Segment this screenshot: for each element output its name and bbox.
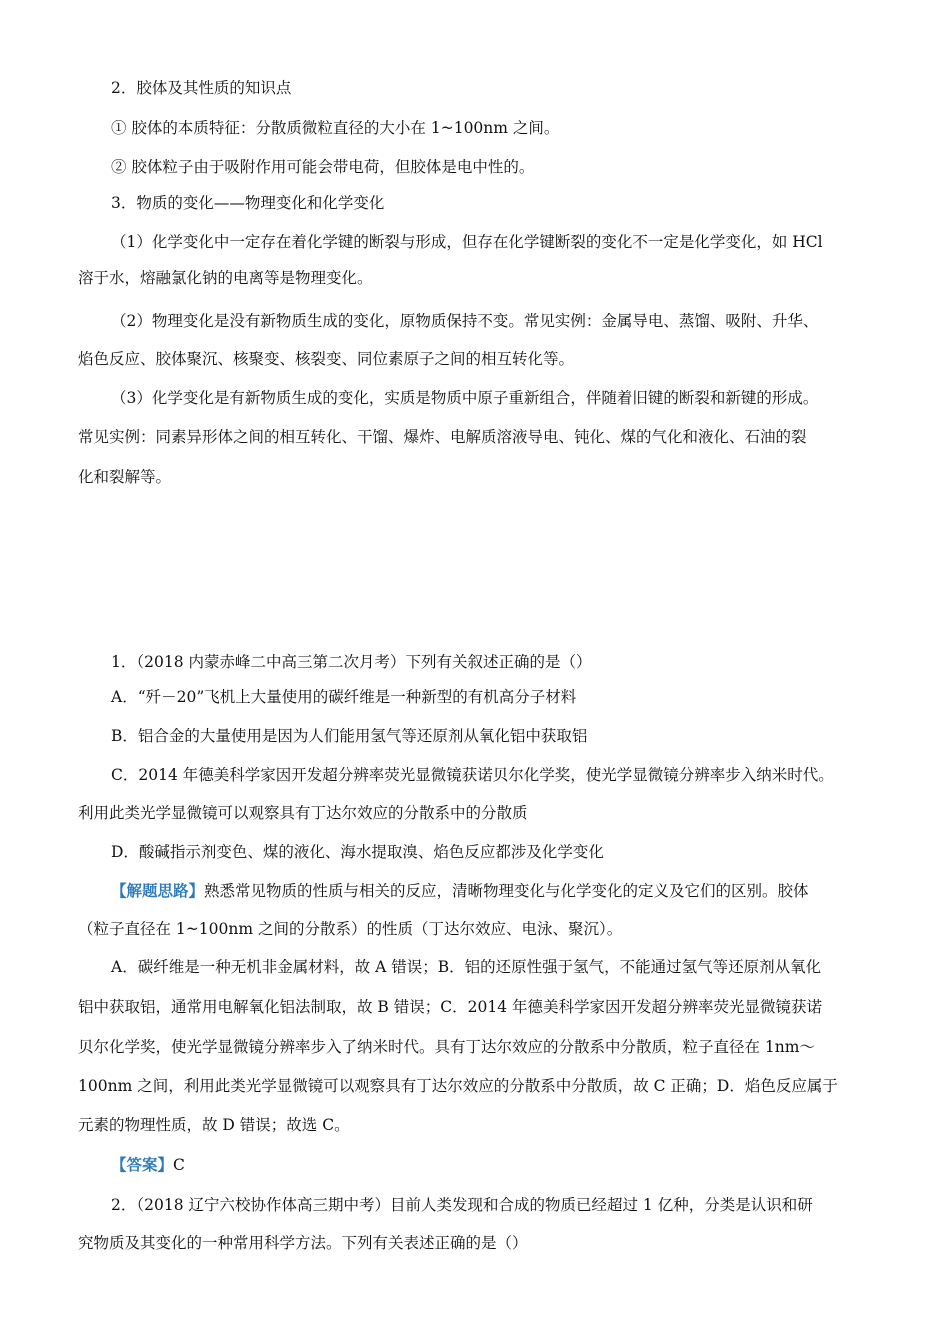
q1-analysis-line-3: 贝尔化学奖，使光学显微镜分辨率步入了纳米时代。具有丁达尔效应的分散系中分散质，粒子直径在 1nm～ bbox=[78, 1038, 815, 1056]
colloid-heading: 2．胶体及其性质的知识点 bbox=[111, 79, 292, 97]
q2-stem-line-1: 2．（2018 辽宁六校协作体高三期中考）目前人类发现和合成的物质已经超过 1 亿种，分类是认识和研 bbox=[111, 1196, 813, 1214]
colloid-point-1: ① 胶体的本质特征：分散质微粒直径的大小在 1~100nm 之间。 bbox=[111, 119, 560, 137]
q1-option-a: A．“歼－20”飞机上大量使用的碳纤维是一种新型的有机高分子材料 bbox=[111, 688, 577, 706]
change-point-2-line-1: （2）物理变化是没有新物质生成的变化，原物质保持不变。常见实例：金属导电、蒸馏、吸附、升华、 bbox=[111, 312, 819, 330]
q1-hint-line-2: （粒子直径在 1~100nm 之间的分散系）的性质（丁达尔效应、电泳、聚沉）。 bbox=[78, 920, 623, 938]
change-point-1-line-1: （1）化学变化中一定存在着化学键的断裂与形成，但存在化学键断裂的变化不一定是化学变化，如 HCl bbox=[111, 233, 823, 251]
change-point-3-line-2: 常见实例：同素异形体之间的相互转化、干馏、爆炸、电解质溶液导电、钝化、煤的气化和液化、石油的裂 bbox=[78, 428, 807, 446]
change-point-2-line-2: 焰色反应、胶体聚沉、核聚变、核裂变、同位素原子之间的相互转化等。 bbox=[78, 350, 575, 368]
change-point-1-line-2: 溶于水，熔融氯化钠的电离等是物理变化。 bbox=[78, 269, 373, 287]
hint-text: 熟悉常见物质的性质与相关的反应，清晰物理变化与化学变化的定义及它们的区别。胶体 bbox=[204, 882, 809, 900]
q1-analysis-line-5: 元素的物理性质，故 D 错误；故选 C。 bbox=[78, 1116, 350, 1134]
q2-stem-line-2: 究物质及其变化的一种常用科学方法。下列有关表述正确的是（） bbox=[78, 1234, 528, 1252]
answer-value: C bbox=[173, 1156, 185, 1174]
change-heading: 3．物质的变化——物理变化和化学变化 bbox=[111, 194, 385, 212]
hint-tag: 【解题思路】 bbox=[111, 881, 205, 900]
change-point-3-line-1: （3）化学变化是有新物质生成的变化，实质是物质中原子重新组合，伴随着旧键的断裂和新键的形成。 bbox=[111, 389, 819, 407]
q1-option-b: B．铝合金的大量使用是因为人们能用氢气等还原剂从氧化铝中获取铝 bbox=[111, 727, 588, 745]
q1-analysis-line-2: 铝中获取铝，通常用电解氧化铝法制取，故 B 错误；C．2014 年德美科学家因开发超分辨率荧光显微镜获诺 bbox=[78, 998, 822, 1016]
q1-option-c-line-1: C．2014 年德美科学家因开发超分辨率荧光显微镜获诺贝尔化学奖，使光学显微镜分辨率步入纳米时代。 bbox=[111, 766, 834, 784]
q1-option-d: D．酸碱指示剂变色、煤的液化、海水提取溴、焰色反应都涉及化学变化 bbox=[111, 843, 604, 861]
q1-option-c-line-2: 利用此类光学显微镜可以观察具有丁达尔效应的分散系中的分散质 bbox=[78, 804, 528, 822]
q1-analysis-line-4: 100nm 之间，利用此类光学显微镜可以观察具有丁达尔效应的分散系中分散质，故 C 正确；D．焰色反应属于 bbox=[78, 1077, 838, 1095]
q1-stem: 1．（2018 内蒙赤峰二中高三第二次月考）下列有关叙述正确的是（） bbox=[111, 653, 592, 671]
colloid-point-2: ② 胶体粒子由于吸附作用可能会带电荷，但胶体是电中性的。 bbox=[111, 158, 535, 176]
change-point-3-line-3: 化和裂解等。 bbox=[78, 468, 172, 486]
q1-analysis-line-1: A．碳纤维是一种无机非金属材料，故 A 错误；B．铝的还原性强于氢气，不能通过氢气等还原剂从氧化 bbox=[111, 958, 822, 976]
q1-answer bbox=[111, 1155, 185, 1175]
answer-tag: 【答案】 bbox=[111, 1155, 174, 1174]
q1-hint-line-1 bbox=[111, 881, 809, 901]
